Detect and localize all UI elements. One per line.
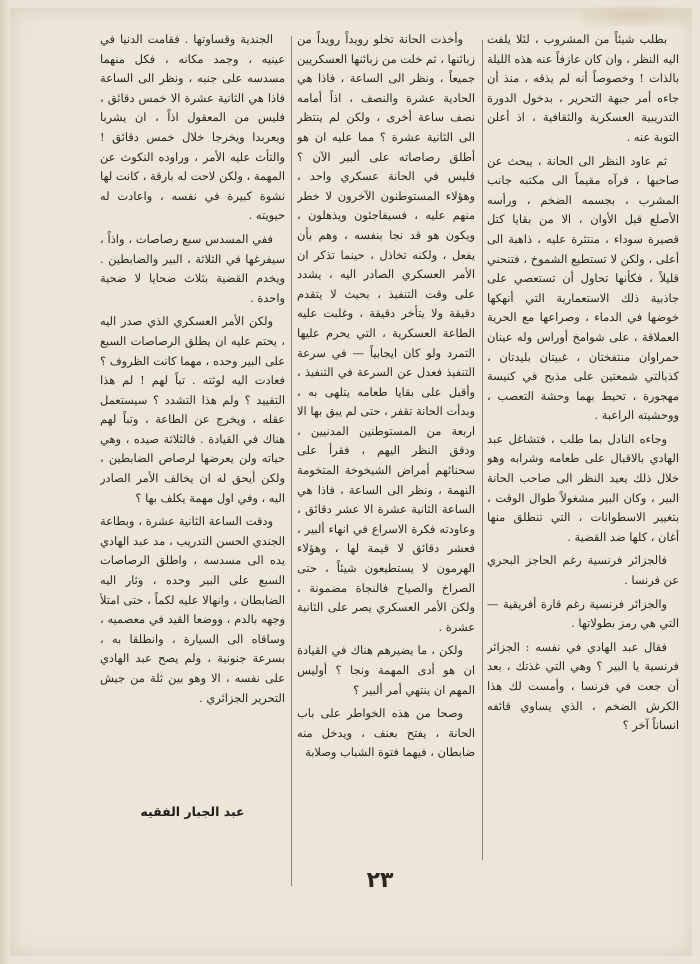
paragraph: ففي المسدس سبع رصاصات ، واذاً ، سيفرغها في الثلاثة ، البير والضابطين . ويخدم القضية بثلاث ضحايا لا ضحية واحدة . xyxy=(100,231,285,305)
paragraph: فالجزائر فرنسية رغم الحاجز البحري عن فرنسا . xyxy=(487,553,679,588)
column-divider xyxy=(291,36,292,886)
column-middle xyxy=(297,30,475,860)
column-divider xyxy=(482,40,483,860)
column-right xyxy=(487,30,679,830)
paragraph: وصحا من هذه الخواطر على باب الحانة ، يفتح بعنف ، ويدخل منه ضابطان ، فيهما فتوة الشباب وصلابة xyxy=(297,706,475,760)
paragraph: وجاءه النادل بما طلب ، فتشاغل عبد الهادي بالاقبال على طعامه وشرابه وهو خلال ذلك يعيد النظر الى صاحب الحانة البير ، وكان البير مشغولاً طوال الوقت ، بتغيير الاسطوانات ، التي تنطلق منها أغان ، كلها ضد القضية . xyxy=(487,431,679,544)
page-number: ٢٣ xyxy=(366,868,394,893)
paragraph: ثم عاود النظر الى الحانة ، يبحث عن صاحبها ، فرآه مقيماً الى مكتبه جانب المشرب ، بجسمه الضخم ، ورأسه الأصلع قبل الأوان ، الا من بقايا كتل قصيرة سوداء ، منتثرة عليه ، ذاهبة الى أعلى ، ولكن لا تستطيع الشموخ ، فتنحني قليلاً ، فكأنها تحاول أن تستعصي على جاذبية ذلك الاستعمارية التي أنهكها خوضها في الدماء ، وصراعها مع الحرية العملاقة ، على شوامخ أوراس وله عينان حمراوان منتفختان ، غبيتان بليدتان ، كذبالتي شمعتين على مذبح في كنيسة مهجورة ، تحيط بهما وحشة التعصب ، ووحشيته الراعبة . xyxy=(487,153,679,423)
paragraph: الجندية وقساوتها . فقامت الدنيا في عينيه ، وجمد مكانه ، فكل منهما مسدسه على جنبه ، ونظر الى الساعة فاذا هي الثانية عشرة الا خمس دقائق ، فليس من المعقول اذاً ، ان يشربا ويعربدا ويخرجا خلال خمس دقائق ! والتأث عليه الأمر ، وراوده النكوث عن المهمة ، ولكن لاحت له بارقة ، كانت لها نشوة كبيرة في نفسه ، واعادت له حيويته . xyxy=(100,32,285,223)
author-signature: عبد الجبار الفقيه xyxy=(140,804,245,819)
paragraph: ولكن الأمر العسكري الذي صدر اليه ، يحتم عليه ان يطلق الرصاصات السبع على البير وحده ، مهما كانت الظروف ؟ فعادت اليه لوثته . تباً لهم ! لم هذا التقييد ؟ ولم هذا التشدد ؟ سيستعمل عقله ، ويخرج عن الطاعة ، وتباً لهم هناك في القيادة . فالثلاثة صيده ، وهي حياته ولن يعرضها لرصاص الضابطين ، ولكن أيحق له ان يخالف الأمر الصادر اليه ، وفي اول مهمة يكلف بها ؟ xyxy=(100,314,285,505)
paper-stain xyxy=(580,6,690,26)
column-left xyxy=(100,30,285,870)
paragraph: فقال عبد الهادي في نفسه : الجزائر فرنسية يا البير ؟ وهي التي غذتك ، بعد أن جعت في فرنسا ، وأمست لك هذا الكرش الضخم ، الذي يساوي قائفه انساناً آخر ؟ xyxy=(487,639,679,733)
paragraph: بطلب شيئاً من المشروب ، لئلا يلفت اليه النظر ، وان كان عازفاً عنه هذه الليلة بالذات ! وخصوصاً أنه لم يذقه ، منذ أن جاءه أمر جبهة التحرير ، بدخول الدورة التدريبية العسكرية والثقافية ، اذ أعلن التوبة عنه . xyxy=(487,32,679,144)
paragraph: ودقت الساعة الثانية عشرة ، وبطاعة الجندي الحسن التدريب ، مد عبد الهادي يده الى مسدسه ، واطلق الرصاصات السبع على البير وحده ، وثار اليه الضابطان ، وانهالا عليه لكماً ، حتى امتلأ وجهه بالدم ، ووضعا القيد في معصميه ، وساقاه الى السيارة ، وانطلقا به ، بسرعة جنونية ، ولم يصح عبد الهادي على نفسه ، الا وهو بين ثلة من جيش التحرير الجزائري . xyxy=(100,514,285,705)
paragraph: والجزائر فرنسية رغم قارة أفريقية — التي هي رمز بطولاتها . xyxy=(487,596,679,631)
paragraph: وأخذت الحانة تخلو رويداً رويداً من زبائنها ، ثم خلت من زبائنها العسكريين جميعاً ، ونظر الى الساعة ، فاذا هي الحادية عشرة والنصف ، اذاً أمامه نصف ساعة أخرى ، ولكن لم ينتظر الى الثانية عشرة ؟ مما عليه ان هو أطلق رصاصاته على ألبير الآن ؟ فليس في الحانة عسكري واحد ، وهؤلاء المستوطنون الآخرون لا خطر منهم عليه ، فسيفاجئون ويذهلون ، ويكون هو قد نجا بنفسه ، وهم بأن يفعل ، ولكنه تخاذل ، حينما تذكر ان الأمر العسكري الصادر اليه ، يشدد على وقت التنفيذ ، بحيث لا يتقدم دقيقة ولا يتأخر دقيقة ، وغلبت عليه الطاعة العسكرية ، التي يحرم عليها التمرد ولو كان ايجابياً — في سرعة التنفيذ فعدل عن السرعة في التنفيذ ، وأقبل على بقايا طعامه يتلهى به ، وبدأت الحانة تقفر ، حتى لم يبق بها الا اربعة من المستوطنين المدنيين ، ودقق النظر اليهم ، فقرأ على سحنائهم أمراض الشيخوخة المتخومة النهمة ، ونظر الى الساعة ، فاذا هي الساعة الثانية عشرة الا عشر دقائق ، وعاودته فكرة الاسراع في انهاء ألبير ، فعشر دقائق لا قيمة لها ، وهؤلاء الهرمون لا يستطيعون شيئاً ، حتى الصراخ والصياح فالنجاة مضمونة ، ولكن الأمر العسكري يصر على الثانية عشرة . xyxy=(297,32,475,634)
paragraph: ولكن ، ما يضيرهم هناك في القيادة ان هو أدى المهمة ونجا ؟ أوليس المهم ان ينتهي أمر ألبير ؟ xyxy=(297,643,475,697)
page-left-edge xyxy=(0,0,10,964)
